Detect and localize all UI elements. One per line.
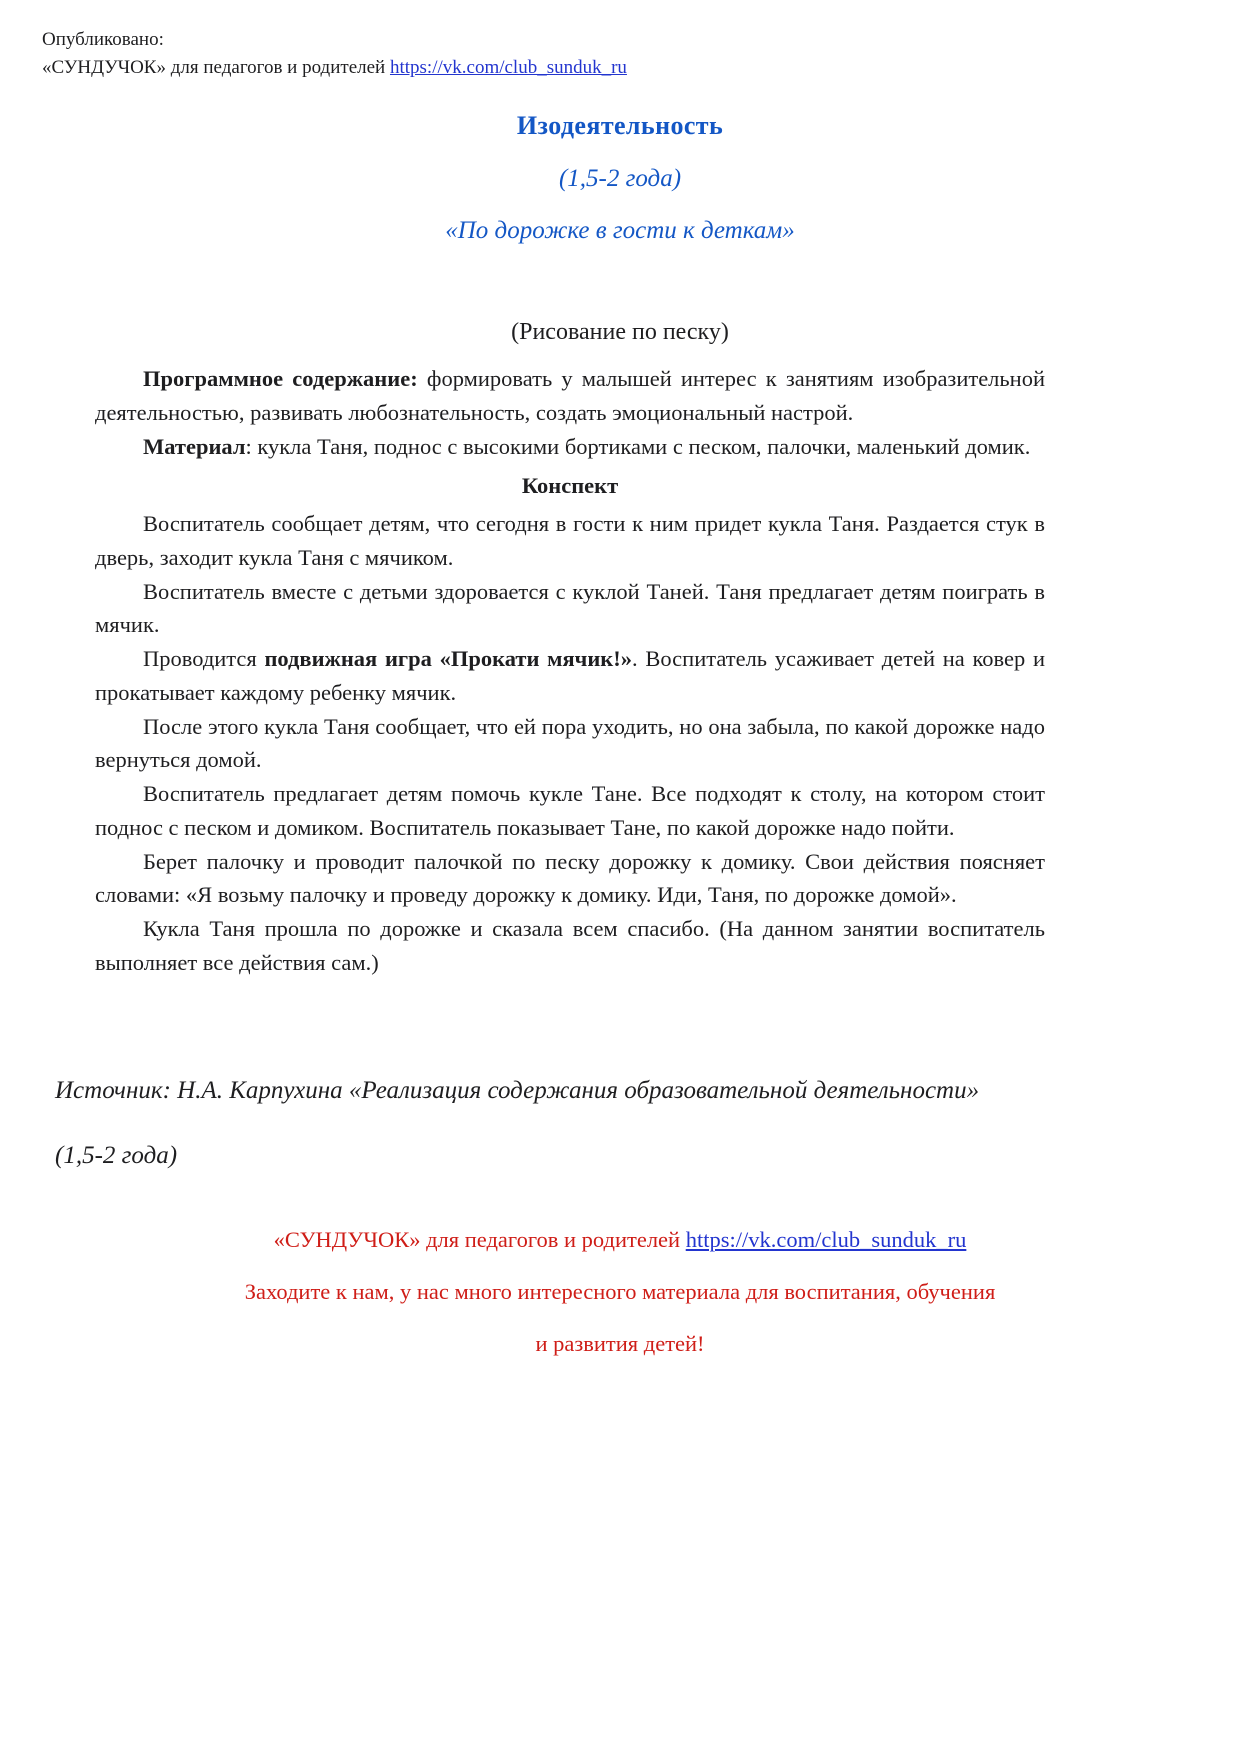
game-post: . Воспитатель усаживает детей на ковер и прокатывает каждому ребенку мячик. (95, 646, 1045, 705)
paragraph: После этого кукла Таня сообщает, что ей пора уходить, но она забыла, по какой дорожке надо вернуться домой. (95, 713, 1045, 773)
footer-club-text: «СУНДУЧОК» для педагогов и родителей (273, 1226, 686, 1252)
published-label: Опубликовано: (42, 29, 164, 50)
published-text: «СУНДУЧОК» для педагогов и родителей (42, 56, 390, 78)
age-subtitle: (1,5-2 года) (558, 165, 682, 193)
footer-invite-line: Заходите к нам, у нас много интересного материала для воспитания, обучения (244, 1278, 996, 1304)
paragraph-material (95, 430, 1045, 464)
technique-heading: (Рисование по песку) (511, 319, 729, 346)
vk-link-top[interactable]: https://vk.com/club_sunduk_ru (389, 56, 627, 78)
paragraph: Воспитатель сообщает детям, что сегодня в гости к ним придет кукла Таня. Раздается стук в дверь, заходит кукла Таня с мячиком. (95, 511, 1045, 570)
program-text: формировать у малышей интерес к занятиям изобразительной деятельностью, развивать любознательность, создать эмоциональный настрой. (95, 366, 1045, 425)
game-title: подвижная игра «Прокати мячик!» (264, 646, 633, 672)
lesson-content (95, 362, 1045, 980)
game-pre: Проводится (143, 646, 265, 672)
vk-link-bottom[interactable]: https://vk.com/club_sunduk_ru (685, 1226, 967, 1252)
paragraph-game (95, 642, 1045, 710)
paragraph: Берет палочку и проводит палочкой по песку дорожку к домику. Свои действия поясняет словами: «Я возьму палочку и проведу дорожку к домику. Иди, Таня, по дорожке домой». (95, 848, 1045, 908)
paragraph: Воспитатель предлагает детям помочь кукле Тане. Все подходят к столу, на котором стоит поднос с песком и домиком. Воспитатель показывает Тане, по какой дорожке надо пойти. (95, 781, 1045, 840)
conspect-heading: Конспект (521, 473, 619, 499)
page-title: Изодеятельность (516, 111, 724, 141)
material-label: Материал (143, 433, 246, 459)
source-block (55, 1072, 1170, 1175)
published-line (42, 54, 1240, 82)
source-line: Источник: Н.А. Карпухина «Реализация содержания образовательной деятельности» (55, 1076, 980, 1104)
paragraph: Воспитатель вместе с детьми здоровается с куклой Таней. Таня предлагает детям поиграть в мячик. (95, 578, 1045, 638)
footer-block (0, 1227, 1240, 1357)
paragraph: Кукла Таня прошла по дорожке и сказала всем спасибо. (На данном занятии воспитатель выполняет все действия сам.) (95, 916, 1045, 975)
footer-club-line (0, 1227, 1240, 1253)
source-age: (1,5-2 года) (55, 1142, 178, 1170)
material-text: : кукла Таня, поднос с высокими бортиками с песком, палочки, маленький домик. (245, 433, 1031, 459)
paragraph-program (95, 362, 1045, 430)
program-label: Программное содержание: (143, 366, 418, 392)
published-block (42, 26, 1240, 81)
footer-invite-line-2: и развития детей! (535, 1330, 705, 1356)
lesson-subtitle: «По дорожке в гости к деткам» (445, 217, 795, 245)
